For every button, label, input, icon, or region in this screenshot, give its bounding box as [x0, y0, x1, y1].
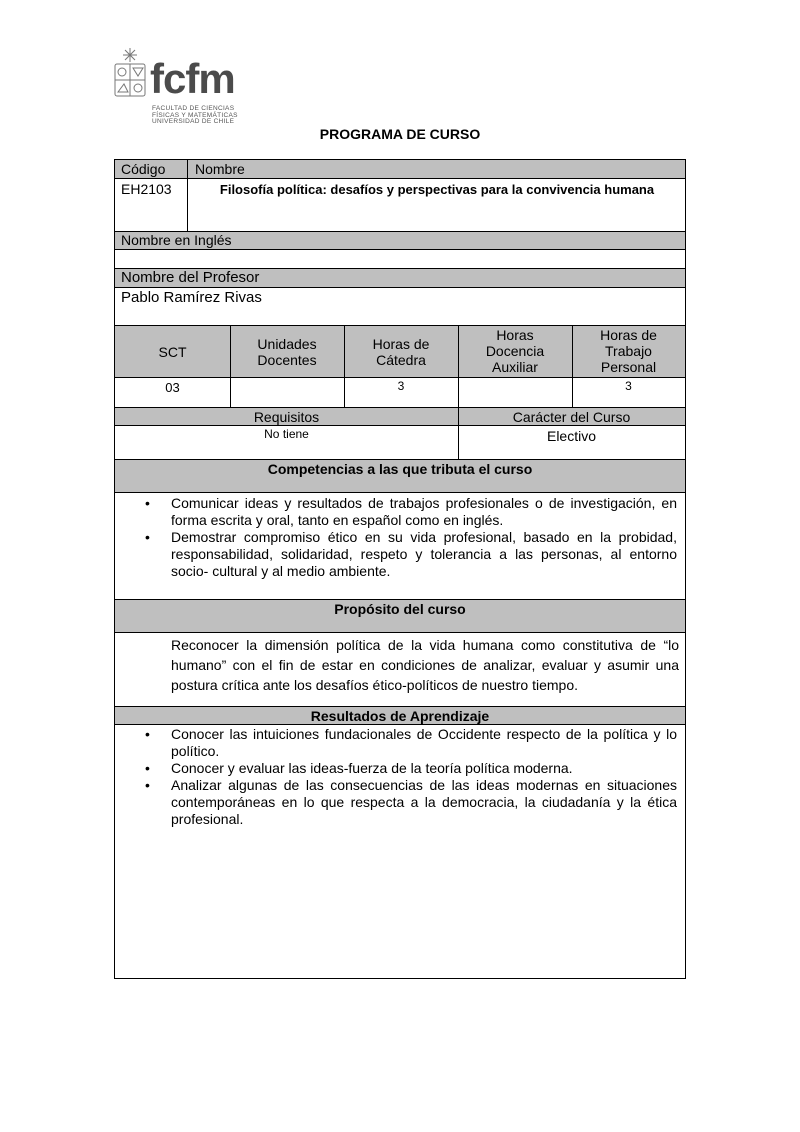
caracter-value: Electivo	[546, 428, 597, 444]
header-horas-docencia-auxiliar: Horas Docencia Auxiliar	[485, 327, 545, 375]
requisitos-label: Requisitos	[253, 409, 320, 425]
course-table	[114, 159, 686, 979]
header-horas-trabajo-personal: Horas de Trabajo Personal	[600, 327, 657, 375]
header-horas-catedra: Horas de Cátedra	[372, 336, 430, 368]
document-title: PROGRAMA DE CURSO	[319, 126, 481, 142]
profesor-value: Pablo Ramírez Rivas	[121, 289, 262, 306]
value-horas-trabajo-personal: 3	[625, 379, 632, 393]
resultados-list	[115, 726, 685, 828]
proposito-label: Propósito del curso	[334, 601, 466, 617]
proposito-text: Reconocer la dimensión política de la vida humana como constitutiva de “lo humano” con el fin de estar en condiciones de analizar, evaluar y asumir una postura crítica ante los desafíos ético-políticos de nuestro tiempo.	[171, 637, 679, 693]
list-item: • Demostrar compromiso ético en su vida profesional, basado en la probidad, responsabilidad, solidaridad, respeto y tolerancia a las personas, al entorno socio- cultural y al medio ambiente.	[145, 529, 677, 579]
competencias-list	[115, 495, 685, 580]
logo-subtitle: FACULTAD DE CIENCIAS FÍSICAS Y MATEMÁTICAS UNIVERSIDAD DE CHILE	[152, 105, 238, 125]
header-unidades-docentes: Unidades Docentes	[257, 336, 317, 368]
nombre-label: Nombre	[195, 161, 245, 177]
resultados-label: Resultados de Aprendizaje	[310, 708, 490, 724]
list-item: • Conocer las intuiciones fundacionales de Occidente respecto de la política y lo político.	[145, 726, 677, 759]
value-sct: 03	[165, 380, 180, 395]
nombre-ingles-label: Nombre en Inglés	[121, 232, 232, 248]
value-horas-catedra: 3	[397, 379, 405, 393]
nombre-value: Filosofía política: desafíos y perspectivas para la convivencia humana	[219, 182, 655, 197]
profesor-label: Nombre del Profesor	[121, 269, 260, 286]
university-seal-icon	[112, 46, 148, 102]
logo-wordmark: fcfm	[150, 55, 235, 102]
list-item: • Comunicar ideas y resultados de trabajos profesionales o de investigación, en forma escrita y oral, tanto en español como en inglés.	[145, 495, 677, 528]
codigo-value: EH2103	[121, 181, 172, 197]
list-item: • Analizar algunas de las consecuencias de las ideas modernas en situaciones contemporáneas en lo que respecta a la democracia, la ciudadanía y la ética profesional.	[145, 777, 677, 827]
codigo-label: Código	[121, 161, 166, 177]
list-item: • Conocer y evaluar las ideas-fuerza de la teoría política moderna.	[145, 760, 573, 776]
competencias-label: Competencias a las que tributa el curso	[267, 461, 533, 477]
caracter-label: Carácter del Curso	[512, 409, 631, 425]
header-sct: SCT	[158, 344, 187, 360]
requisitos-value: No tiene	[264, 427, 309, 441]
